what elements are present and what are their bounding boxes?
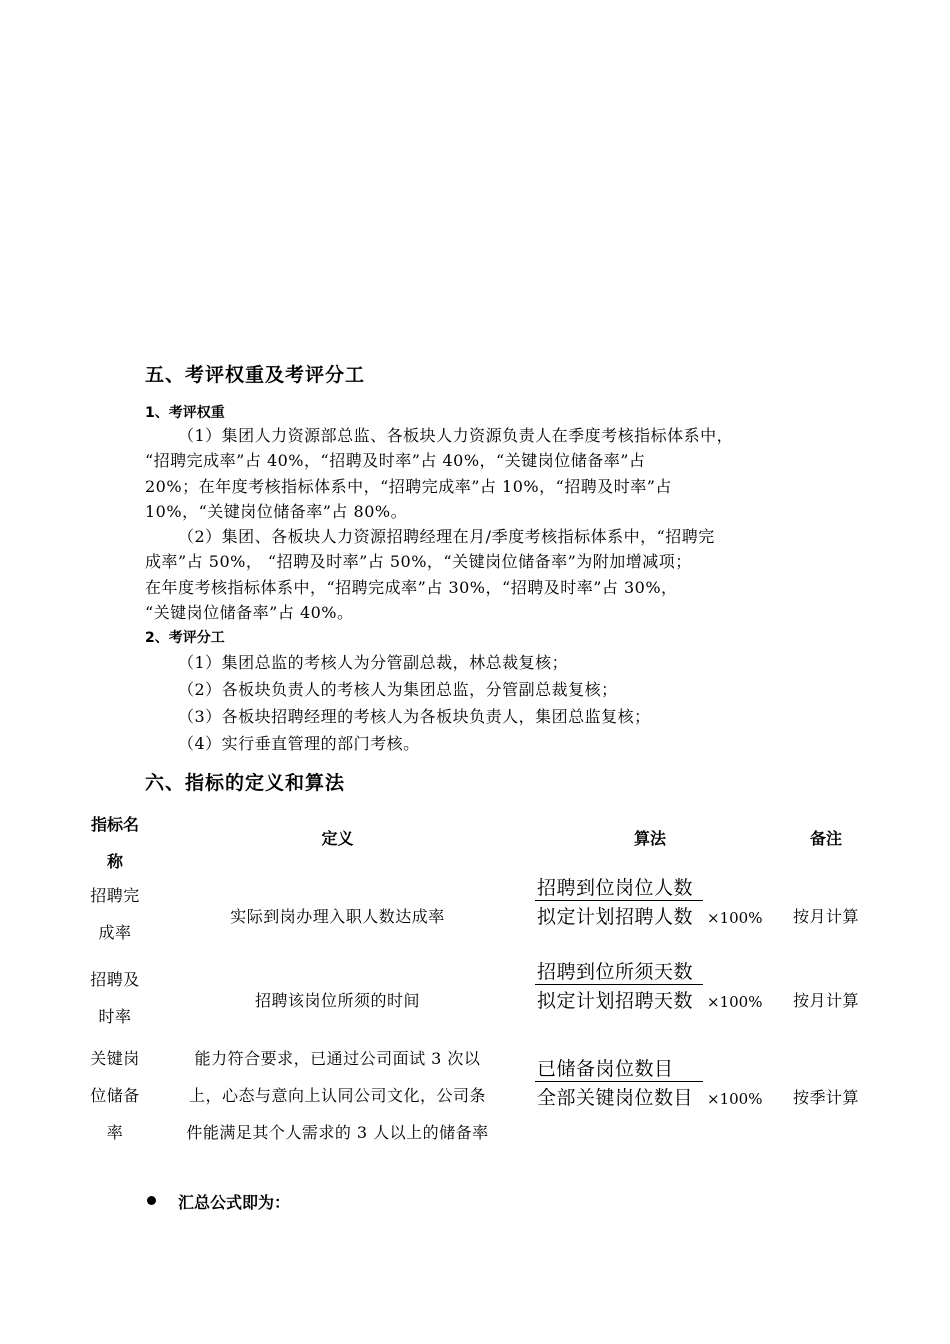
weights-paragraph-2 bbox=[145, 524, 825, 625]
division-item-4: （4）实行垂直管理的部门考核。 bbox=[178, 734, 420, 753]
header-note: 备注 bbox=[809, 829, 842, 848]
section5-title: 五、考评权重及考评分工 bbox=[145, 364, 366, 386]
division-item-2: （2）各板块负责人的考核人为集团总监，分管副总裁复核； bbox=[178, 680, 618, 699]
header-definition: 定义 bbox=[321, 829, 354, 848]
row1-multiplier: ×100% bbox=[707, 909, 763, 927]
row3-denominator: 全部关键岗位数目 bbox=[537, 1087, 694, 1109]
row2-definition: 招聘该岗位所须的时间 bbox=[254, 991, 420, 1010]
paragraph-line: “关键岗位储备率”占 40%。 bbox=[145, 602, 354, 622]
row2-indicator-name: 招聘及 时率 bbox=[90, 970, 140, 1026]
row2-numerator: 招聘到位所须天数 bbox=[537, 961, 694, 983]
row2-formula bbox=[535, 957, 775, 1017]
row3-formula bbox=[535, 1054, 775, 1114]
paragraph-line: 10%，“关键岗位储备率”占 80%。 bbox=[145, 501, 408, 521]
paragraph-line: 20%；在年度考核指标体系中，“招聘完成率”占 10%，“招聘及时率”占 bbox=[145, 476, 672, 496]
row2-note: 按月计算 bbox=[792, 991, 859, 1010]
paragraph-line: “招聘完成率”占 40%，“招聘及时率”占 40%，“关键岗位储备率”占 bbox=[145, 451, 646, 471]
section6-title: 六、指标的定义和算法 bbox=[145, 772, 346, 794]
section5-subheading-weights: 1、考评权重 bbox=[145, 405, 225, 421]
row1-formula bbox=[535, 873, 775, 933]
summary-formula-label: 汇总公式即为： bbox=[178, 1193, 291, 1212]
row1-definition: 实际到岗办理入职人数达成率 bbox=[230, 907, 445, 926]
row1-note: 按月计算 bbox=[792, 907, 859, 926]
header-indicator-name: 指标名 称 bbox=[90, 815, 139, 871]
header-algorithm: 算法 bbox=[633, 829, 666, 848]
row2-multiplier: ×100% bbox=[707, 993, 763, 1011]
paragraph-line: 成率”占 50%， “招聘及时率”占 50%，“关键岗位储备率”为附加增减项； bbox=[145, 552, 692, 572]
fraction-bar bbox=[535, 984, 703, 985]
row1-denominator: 拟定计划招聘人数 bbox=[537, 906, 694, 928]
row1-indicator-name: 招聘完 成率 bbox=[90, 886, 140, 942]
row3-definition: 能力符合要求，已通过公司面试 3 次以 上，心态与意向上认同公司文化，公司条 件能满足其个人需求的 3 人以上的储备率 bbox=[186, 1049, 489, 1142]
row2-denominator: 拟定计划招聘天数 bbox=[537, 990, 694, 1012]
row3-numerator: 已储备岗位数目 bbox=[537, 1058, 674, 1080]
row3-note: 按季计算 bbox=[792, 1088, 859, 1107]
paragraph-line: （1）集团人力资源部总监、各板块人力资源负责人在季度考核指标体系中， bbox=[178, 426, 734, 445]
bullet-dot-icon bbox=[147, 1196, 156, 1205]
paragraph-line: 在年度考核指标体系中，“招聘完成率”占 30%，“招聘及时率”占 30%， bbox=[145, 577, 678, 597]
fraction-bar bbox=[535, 1081, 703, 1082]
paragraph-line: （2）集团、各板块人力资源招聘经理在月/季度考核指标体系中，“招聘完 bbox=[178, 527, 715, 546]
division-item-3: （3）各板块招聘经理的考核人为各板块负责人，集团总监复核； bbox=[178, 707, 651, 726]
fraction-bar bbox=[535, 900, 703, 901]
division-item-1: （1）集团总监的考核人为分管副总裁，林总裁复核； bbox=[178, 653, 569, 672]
weights-paragraph-1 bbox=[145, 423, 825, 524]
row3-indicator-name: 关键岗 位储备 率 bbox=[90, 1049, 140, 1142]
section5-subheading-division: 2、考评分工 bbox=[145, 630, 225, 646]
row1-numerator: 招聘到位岗位人数 bbox=[537, 877, 694, 899]
row3-multiplier: ×100% bbox=[707, 1090, 763, 1108]
